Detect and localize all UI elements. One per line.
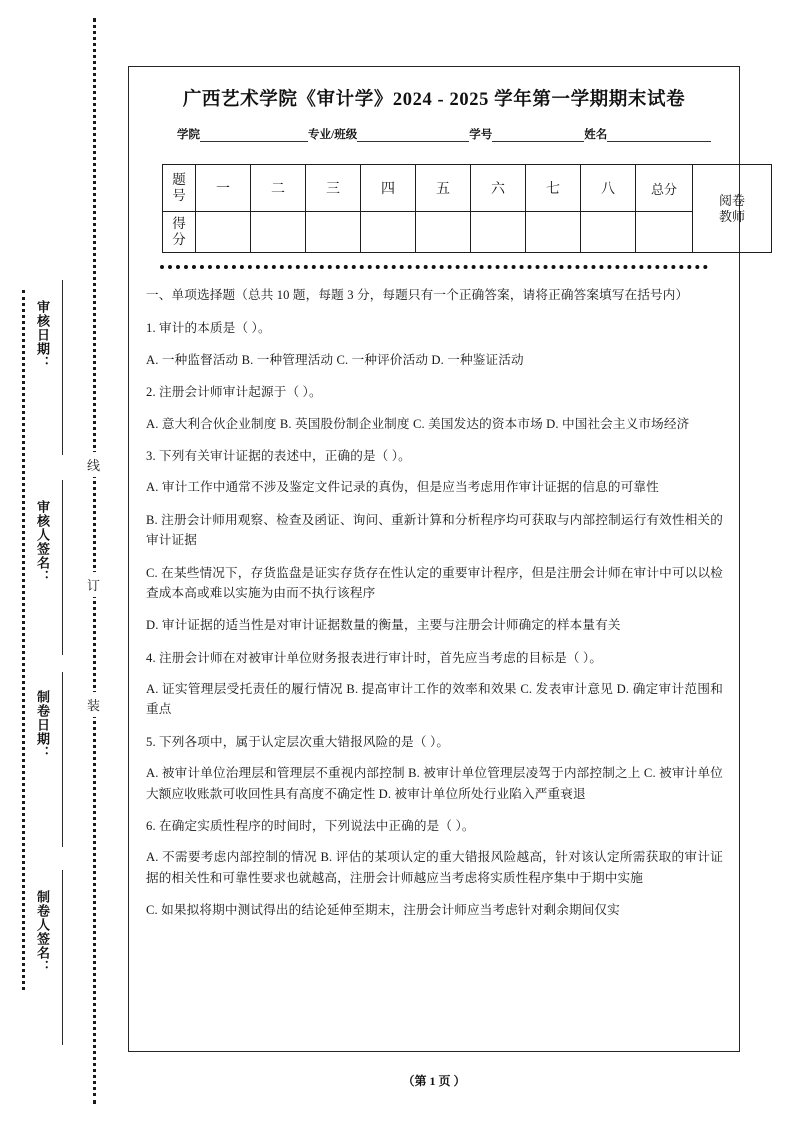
question-col-6: 六 bbox=[471, 165, 526, 212]
page-title: 广西艺术学院《审计学》2024 - 2025 学年第一学期期末试卷 bbox=[182, 90, 686, 110]
binding-rule-line-3 bbox=[62, 672, 63, 847]
binding-dotted-line-outer bbox=[22, 290, 25, 990]
name-label: 姓名 bbox=[584, 129, 608, 141]
table-row-question-numbers bbox=[163, 165, 772, 212]
question-col-2: 二 bbox=[251, 165, 306, 212]
row-label-score: 得 分 bbox=[163, 212, 196, 253]
question-col-3: 三 bbox=[306, 165, 361, 212]
score-cell-2[interactable] bbox=[251, 212, 306, 253]
binding-rule-line-1 bbox=[62, 280, 63, 455]
total-score-cell[interactable] bbox=[636, 212, 693, 253]
question-1-options: A. 一种监督活动 B. 一种管理活动 C. 一种评价活动 D. 一种鉴证活动 bbox=[146, 352, 524, 367]
question-4-options: A. 证实管理层受托责任的履行情况 B. 提高审计工作的效率和效果 C. 发表审计意见 D. 确定审计范围和重点 bbox=[146, 682, 723, 717]
college-field[interactable] bbox=[177, 126, 308, 142]
question-col-7: 七 bbox=[526, 165, 581, 212]
question-6-stem: 6. 在确定实质性程序的时间时，下列说法中正确的是（ ）。 bbox=[146, 819, 475, 834]
student-info-row bbox=[145, 126, 723, 142]
score-cell-1[interactable] bbox=[196, 212, 251, 253]
student-id-label: 学号 bbox=[469, 129, 493, 141]
question-4-stem: 4. 注册会计师在对被审计单位财务报表进行审计时，首先应当考虑的目标是（ ）。 bbox=[146, 650, 603, 665]
binding-rule-line-2 bbox=[62, 480, 63, 655]
question-3-stem: 3. 下列有关审计证据的表述中，正确的是（ ）。 bbox=[146, 448, 411, 463]
paper-author-signature-label: 制卷人签名： bbox=[35, 890, 50, 974]
score-table-wrapper bbox=[162, 164, 745, 253]
question-2-stem: 2. 注册会计师审计起源于（ ）。 bbox=[146, 385, 322, 400]
paper-date-label: 制卷日期： bbox=[35, 690, 50, 760]
name-field[interactable] bbox=[584, 126, 711, 142]
major-class-label: 专业/班级 bbox=[308, 129, 358, 141]
question-2-options: A. 意大利合伙企业制度 B. 英国股份制企业制度 C. 美国发达的资本市场 D. 中国社会主义市场经济 bbox=[146, 416, 690, 431]
audit-date-label: 审核日期： bbox=[35, 300, 50, 370]
binder-char-xian: 线 bbox=[85, 452, 102, 477]
question-3-option-a: A. 审计工作中通常不涉及鉴定文件记录的真伪，但是应当考虑用作审计证据的信息的可靠性 bbox=[146, 480, 659, 495]
section-heading-1: 一、单项选择题（总共 10 题，每题 3 分，每题只有一个正确答案，请将正确答案填写在括号内） bbox=[146, 288, 689, 302]
paper-header bbox=[129, 67, 745, 269]
binder-char-zhuang: 装 bbox=[85, 692, 102, 717]
question-6-options-ab: A. 不需要考虑内部控制的情况 B. 评估的某项认定的重大错报风险越高，针对该认定所需获取的审计证据的相关性和可靠性要求也就越高，注册会计师越应当考虑将实质性程序集中于期中实施 bbox=[146, 850, 723, 885]
question-col-1: 一 bbox=[196, 165, 251, 212]
score-cell-8[interactable] bbox=[581, 212, 636, 253]
page-footer: （第 1 页 ） bbox=[402, 1074, 466, 1088]
score-cell-4[interactable] bbox=[361, 212, 416, 253]
binder-char-ding: 订 bbox=[85, 572, 102, 597]
grading-teacher-cell[interactable] bbox=[693, 165, 772, 253]
college-input[interactable] bbox=[200, 128, 308, 142]
student-id-field[interactable] bbox=[469, 126, 584, 142]
score-cell-3[interactable] bbox=[306, 212, 361, 253]
name-input[interactable] bbox=[607, 128, 711, 142]
row-label-question-number: 题 号 bbox=[163, 165, 196, 212]
table-row-scores bbox=[163, 212, 772, 253]
major-class-input[interactable] bbox=[357, 128, 469, 142]
binding-dotted-line bbox=[93, 18, 96, 1104]
question-col-5: 五 bbox=[416, 165, 471, 212]
score-cell-7[interactable] bbox=[526, 212, 581, 253]
question-3-option-c: C. 在某些情况下，存货监盘是证实存货存在性认定的重要审计程序，但是注册会计师在审计中可以以检查成本高或难以实施为由而不执行该程序 bbox=[146, 565, 723, 600]
score-cell-6[interactable] bbox=[471, 212, 526, 253]
student-id-input[interactable] bbox=[492, 128, 584, 142]
question-5-stem: 5. 下列各项中，属于认定层次重大错报风险的是（ ）。 bbox=[146, 734, 450, 749]
binding-margin bbox=[0, 0, 118, 1122]
auditor-signature-label: 审核人签名： bbox=[35, 500, 50, 584]
grading-teacher-label-line1: 阅卷 bbox=[718, 192, 745, 208]
total-score-header: 总分 bbox=[636, 165, 693, 212]
college-label: 学院 bbox=[177, 129, 200, 141]
major-class-field[interactable] bbox=[308, 126, 469, 142]
question-3-option-b: B. 注册会计师用观察、检查及函证、询问、重新计算和分析程序均可获取与内部控制运行有效性相关的审计证据 bbox=[146, 512, 723, 548]
score-cell-5[interactable] bbox=[416, 212, 471, 253]
binding-rule-line-4 bbox=[62, 870, 63, 1045]
grading-teacher-label-line2: 教师 bbox=[718, 208, 745, 224]
question-6-option-c: C. 如果拟将期中测试得出的结论延伸至期末，注册会计师应当考虑针对剩余期间仅实 bbox=[146, 903, 620, 918]
question-col-8: 八 bbox=[581, 165, 636, 212]
question-col-4: 四 bbox=[361, 165, 416, 212]
question-5-options: A. 被审计单位治理层和管理层不重视内部控制 B. 被审计单位管理层凌驾于内部控制之上 C. 被审计单位大额应收账款可收回性具有高度不确定性 D. 被审计单位所处行业陷入严重衰退 bbox=[146, 766, 723, 801]
score-table bbox=[162, 164, 772, 253]
paper-body bbox=[129, 269, 739, 921]
question-1-stem: 1. 审计的本质是（ ）。 bbox=[146, 321, 271, 336]
exam-paper-content-box bbox=[128, 66, 745, 1052]
question-3-option-d: D. 审计证据的适当性是对审计证据数量的衡量，主要与注册会计师确定的样本量有关 bbox=[146, 618, 621, 633]
